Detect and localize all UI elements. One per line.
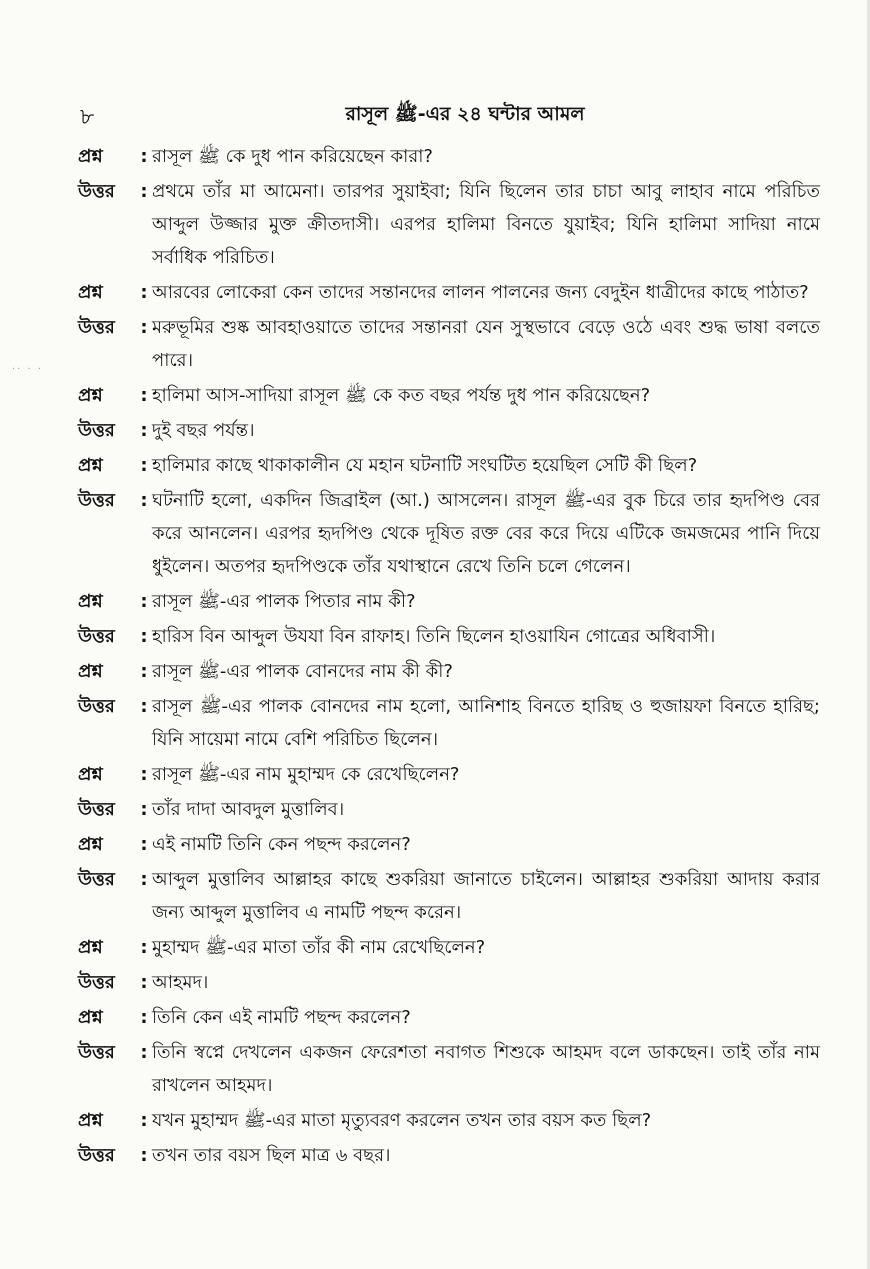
- label-colon: :: [140, 181, 148, 202]
- answer-label: উত্তর: [78, 869, 115, 890]
- scan-noise: ·· · ·: [12, 364, 44, 375]
- answer-label: উত্তর: [78, 799, 115, 820]
- qa-list: [78, 140, 820, 1174]
- label-colon: :: [140, 490, 148, 511]
- answer-text: তখন তার বয়স ছিল মাত্র ৬ বছর।: [152, 1145, 391, 1166]
- answer-row: [78, 1036, 820, 1102]
- label-colon: :: [140, 1110, 148, 1131]
- label-colon: :: [140, 834, 148, 855]
- question-row: [78, 585, 820, 618]
- question-row: [78, 828, 820, 861]
- label-colon: :: [140, 1007, 148, 1028]
- label-colon: :: [140, 626, 148, 647]
- question-label: প্রশ্ন: [78, 1110, 103, 1131]
- answer-row: [78, 793, 820, 826]
- answer-label: উত্তর: [78, 1145, 115, 1166]
- answer-row: [78, 484, 820, 583]
- question-label: প্রশ্ন: [78, 455, 103, 476]
- question-row: [78, 276, 820, 309]
- question-label: প্রশ্ন: [78, 661, 103, 682]
- question-row: [78, 1104, 820, 1137]
- label-colon: :: [140, 696, 148, 717]
- answer-label: উত্তর: [78, 490, 115, 511]
- answer-text: তিনি স্বপ্নে দেখলেন একজন ফেরেশতা নবাগত শিশুকে আহমদ বলে ডাকছেন। তাই তাঁর নাম রাখলেন আহমদ।: [152, 1042, 820, 1096]
- question-label: প্রশ্ন: [78, 146, 103, 167]
- question-label: প্রশ্ন: [78, 282, 103, 303]
- answer-label: উত্তর: [78, 696, 115, 717]
- question-row: [78, 379, 820, 412]
- answer-text: রাসূল ﷺ-এর পালক বোনদের নাম হলো, আনিশাহ বিনতে হারিছ ও হুজায়ফা বিনতে হারিছ; যিনি সায়েমা নামে বেশি পরিচিত ছিলেন।: [152, 696, 820, 750]
- question-text: রাসূল ﷺ-এর পালক বোনদের নাম কী কী?: [152, 661, 453, 682]
- answer-label: উত্তর: [78, 181, 115, 202]
- question-row: [78, 931, 820, 964]
- answer-row: [78, 863, 820, 929]
- question-text: হালিমার কাছে থাকাকালীন যে মহান ঘটনাটি সংঘটিত হয়েছিল সেটি কী ছিল?: [152, 455, 698, 476]
- answer-label: উত্তর: [78, 317, 115, 338]
- label-colon: :: [140, 146, 148, 167]
- question-row: [78, 449, 820, 482]
- question-row: [78, 1001, 820, 1034]
- label-colon: :: [140, 385, 148, 406]
- answer-text: হারিস বিন আব্দুল উযযা বিন রাফাহ। তিনি ছিলেন হাওয়াযিন গোত্রের অধিবাসী।: [152, 626, 716, 647]
- question-text: আরবের লোকেরা কেন তাদের সন্তানদের লালন পালনের জন্য বেদুইন ধাত্রীদের কাছে পাঠাত?: [152, 282, 809, 303]
- answer-row: [78, 414, 820, 447]
- answer-row: [78, 175, 820, 274]
- label-colon: :: [140, 972, 148, 993]
- question-text: রাসূল ﷺ-এর নাম মুহাম্মদ কে রেখেছিলেন?: [152, 764, 460, 785]
- answer-label: উত্তর: [78, 972, 115, 993]
- answer-row: [78, 620, 820, 653]
- question-text: তিনি কেন এই নামটি পছন্দ করলেন?: [152, 1007, 411, 1028]
- label-colon: :: [140, 937, 148, 958]
- answer-text: প্রথমে তাঁর মা আমেনা। তারপর সুয়াইবা; যিনি ছিলেন তার চাচা আবু লাহাব নামে পরিচিত আব্দুল উজ্জার মুক্ত ক্রীতদাসী। এরপর হালিমা বিনতে যুয়াইব; যিনি হালিমা সাদিয়া নামে সর্বাধিক পরিচিত।: [152, 181, 820, 268]
- label-colon: :: [140, 282, 148, 303]
- question-row: [78, 140, 820, 173]
- question-label: প্রশ্ন: [78, 591, 103, 612]
- label-colon: :: [140, 1042, 148, 1063]
- label-colon: :: [140, 317, 148, 338]
- label-colon: :: [140, 799, 148, 820]
- label-colon: :: [140, 420, 148, 441]
- question-text: এই নামটি তিনি কেন পছন্দ করলেন?: [152, 834, 411, 855]
- question-row: [78, 758, 820, 791]
- answer-label: উত্তর: [78, 1042, 115, 1063]
- running-title: রাসূল ﷺ-এর ২৪ ঘন্টার আমল: [345, 103, 585, 125]
- question-label: প্রশ্ন: [78, 834, 103, 855]
- question-text: মুহাম্মদ ﷺ-এর মাতা তাঁর কী নাম রেখেছিলেন?: [152, 937, 486, 958]
- question-label: প্রশ্ন: [78, 1007, 103, 1028]
- answer-row: [78, 311, 820, 377]
- question-label: প্রশ্ন: [78, 385, 103, 406]
- answer-text: আহমদ।: [152, 972, 209, 993]
- label-colon: :: [140, 455, 148, 476]
- question-text: রাসূল ﷺ কে দুধ পান করিয়েছেন কারা?: [152, 146, 433, 167]
- page-number: ৮: [80, 105, 95, 130]
- answer-row: [78, 966, 820, 999]
- answer-row: [78, 1139, 820, 1172]
- label-colon: :: [140, 661, 148, 682]
- question-label: প্রশ্ন: [78, 764, 103, 785]
- label-colon: :: [140, 591, 148, 612]
- label-colon: :: [140, 764, 148, 785]
- answer-text: ঘটনাটি হলো, একদিন জিব্রাইল (আ.) আসলেন। রাসূল ﷺ-এর বুক চিরে তার হৃদপিণ্ড বের করে আনলেন। এরপর হৃদপিণ্ড থেকে দূষিত রক্ত বের করে দিয়ে এটিকে জমজমের পানি দিয়ে ধুইলেন। অতপর হৃদপিণ্ডকে তাঁর যথাস্থানে রেখে তিনি চলে গেলেন।: [152, 490, 821, 577]
- question-label: প্রশ্ন: [78, 937, 103, 958]
- label-colon: :: [140, 1145, 148, 1166]
- label-colon: :: [140, 869, 148, 890]
- answer-text: আব্দুল মুত্তালিব আল্লাহর কাছে শুকরিয়া জানাতে চাইলেন। আল্লাহর শুকরিয়া আদায় করার জন্য আব্দুল মুত্তালিব এ নামটি পছন্দ করেন।: [152, 869, 820, 923]
- answer-label: উত্তর: [78, 626, 115, 647]
- question-text: যখন মুহাম্মদ ﷺ-এর মাতা মৃত্যুবরণ করলেন তখন তার বয়স কত ছিল?: [152, 1110, 652, 1131]
- answer-text: তাঁর দাদা আবদুল মুত্তালিব।: [152, 799, 345, 820]
- answer-text: মরুভূমির শুষ্ক আবহাওয়াতে তাদের সন্তানরা যেন সুস্থভাবে বেড়ে ওঠে এবং শুদ্ধ ভাষা বলতে পারে।: [152, 317, 820, 371]
- question-text: হালিমা আস-সাদিয়া রাসূল ﷺ কে কত বছর পর্যন্ত দুধ পান করিয়েছেন?: [152, 385, 651, 406]
- answer-label: উত্তর: [78, 420, 115, 441]
- answer-text: দুই বছর পর্যন্ত।: [152, 420, 255, 441]
- question-row: [78, 655, 820, 688]
- page-header: [0, 96, 870, 136]
- question-text: রাসূল ﷺ-এর পালক পিতার নাম কী?: [152, 591, 416, 612]
- answer-row: [78, 690, 820, 756]
